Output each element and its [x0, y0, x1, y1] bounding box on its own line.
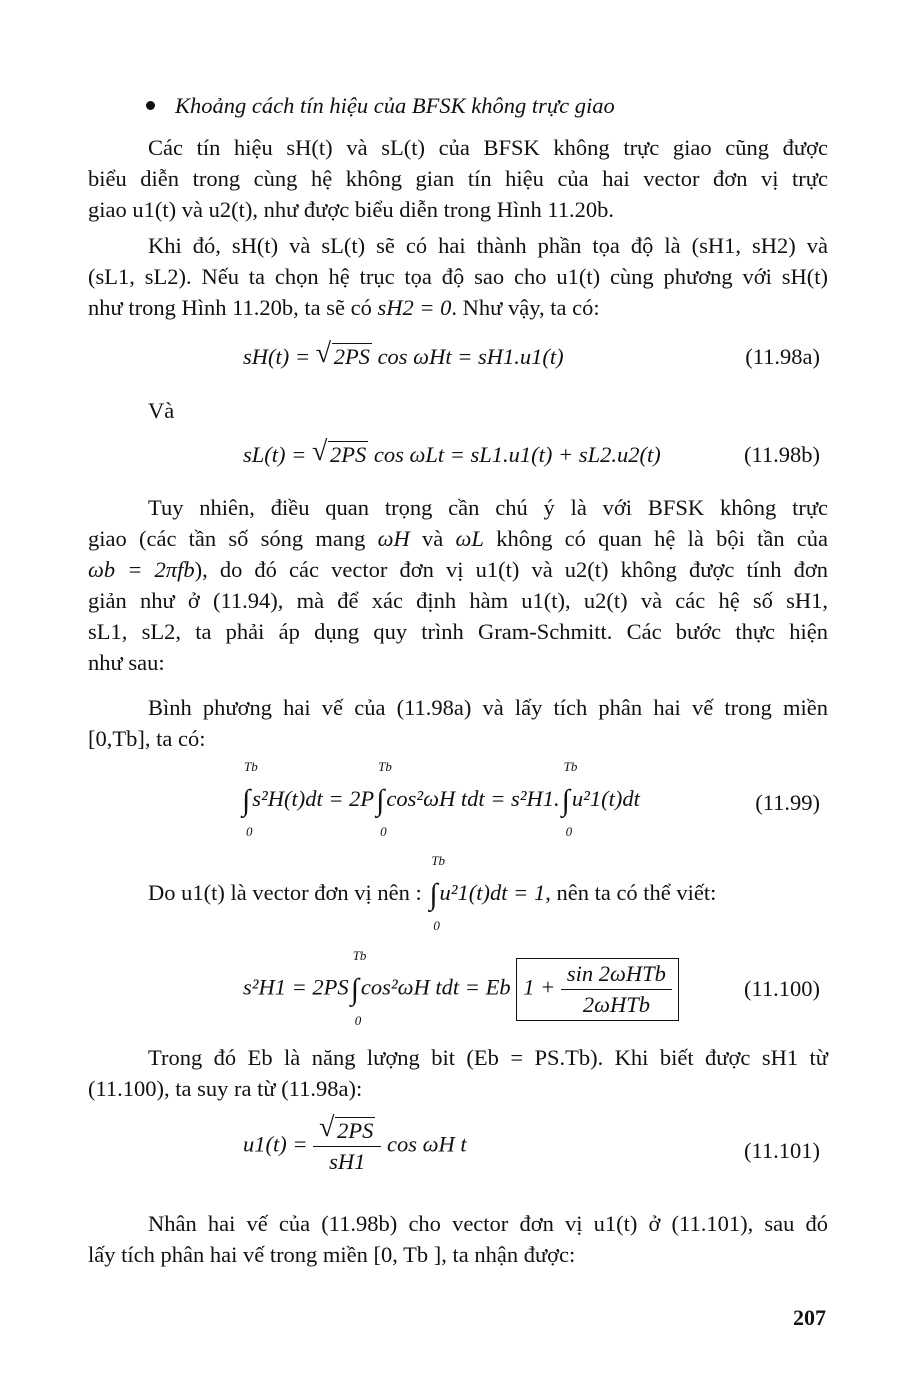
paragraph-5: Do u1(t) là vector đơn vị nên : Tb ∫ 0 u²1(t)dt = 1, nên ta có thể viết:: [148, 853, 717, 933]
equation-11-99: Tb ∫ 0 s²H(t)dt = 2P Tb ∫ 0 cos²ωH tdt = s²H1. Tb ∫ 0 u²1(t)dt: [242, 759, 640, 839]
equation-number: (11.100): [743, 976, 820, 1001]
equation-11-98b: sL(t) = √ 2PS cos ωLt = sL1.u1(t) + sL2.u2(t): [243, 436, 661, 467]
text-line: giao (các tần số sóng mang ωH và ωL không có quan hệ là bội tần của: [88, 526, 829, 551]
paragraph-1: [88, 132, 828, 225]
text-va: Và: [148, 398, 175, 423]
bullet-heading: [146, 93, 615, 119]
text-line: Bình phương hai vế của (11.98a) và lấy tích phân hai vế trong miền: [148, 695, 828, 720]
text-line: Trong đó Eb là năng lượng bit (Eb = PS.Tb). Khi biết được sH1 từ: [148, 1045, 828, 1070]
text-line: (sL1, sL2). Nếu ta chọn hệ trục tọa độ sao cho u1(t) cùng phương với sH(t): [88, 264, 828, 289]
text-line: lấy tích phân hai vế trong miền [0, Tb ], ta nhận được:: [88, 1242, 576, 1267]
paragraph-6: [88, 1042, 828, 1104]
bullet-icon: [146, 101, 155, 110]
page-number: 207: [793, 1305, 826, 1330]
text-line: Các tín hiệu sH(t) và sL(t) của BFSK không trực giao cũng được: [148, 135, 828, 160]
text-line: giao u1(t) và u2(t), như được biểu diễn trong Hình 11.20b.: [88, 197, 614, 222]
equation-number: (11.98b): [743, 442, 820, 467]
equation-11-101: u1(t) = √ 2PS sH1 cos ωH t: [243, 1112, 467, 1174]
text-line: Khi đó, sH(t) và sL(t) sẽ có hai thành phần tọa độ là (sH1, sH2) và: [148, 233, 828, 258]
text-line: ωb = 2πfb), do đó các vector đơn vị u1(t) và u2(t) không được tính đơn: [88, 557, 828, 582]
paragraph-7: [88, 1208, 828, 1270]
text-line: giản như ở (11.94), mà để xác định hàm u1(t), u2(t) và các hệ số sH1,: [88, 588, 828, 613]
text-line: Tuy nhiên, điều quan trọng cần chú ý là với BFSK không trực: [148, 495, 828, 520]
equation-11-100: s²H1 = 2PS Tb ∫ 0 cos²ωH tdt = Eb 1 + $\frac{\text{sin 2ωHTb}}{\text{2ωHTb}}$: [243, 958, 679, 1021]
text-line: (11.100), ta suy ra từ (11.98a):: [88, 1076, 363, 1101]
equation-number: (11.101): [743, 1138, 820, 1163]
text-line: như sau:: [88, 650, 165, 675]
paragraph-4: [88, 692, 828, 754]
inline-equation: sH2 = 0: [377, 295, 452, 320]
equation-11-98a: sH(t) = √ 2PS cos ωHt = sH1.u1(t): [243, 338, 564, 369]
text-line: như trong Hình 11.20b, ta sẽ có sH2 = 0. Như vậy, ta có:: [88, 295, 600, 320]
bullet-heading-text: Khoảng cách tín hiệu của BFSK không trực giao: [175, 93, 615, 118]
text-line: sL1, sL2, ta phải áp dụng quy trình Gram-Schmitt. Các bước thực hiện: [88, 619, 828, 644]
paragraph-2: [88, 230, 828, 323]
equation-number: (11.98a): [745, 344, 820, 369]
equation-number: (11.99): [755, 790, 820, 815]
text-line: [0,Tb], ta có:: [88, 726, 206, 751]
paragraph-3: [88, 492, 828, 678]
text-line: biểu diễn trong cùng hệ không gian tín hiệu của hai vector đơn vị trực: [88, 166, 828, 191]
text-line: Nhân hai vế của (11.98b) cho vector đơn vị u1(t) ở (11.101), sau đó: [148, 1211, 828, 1236]
